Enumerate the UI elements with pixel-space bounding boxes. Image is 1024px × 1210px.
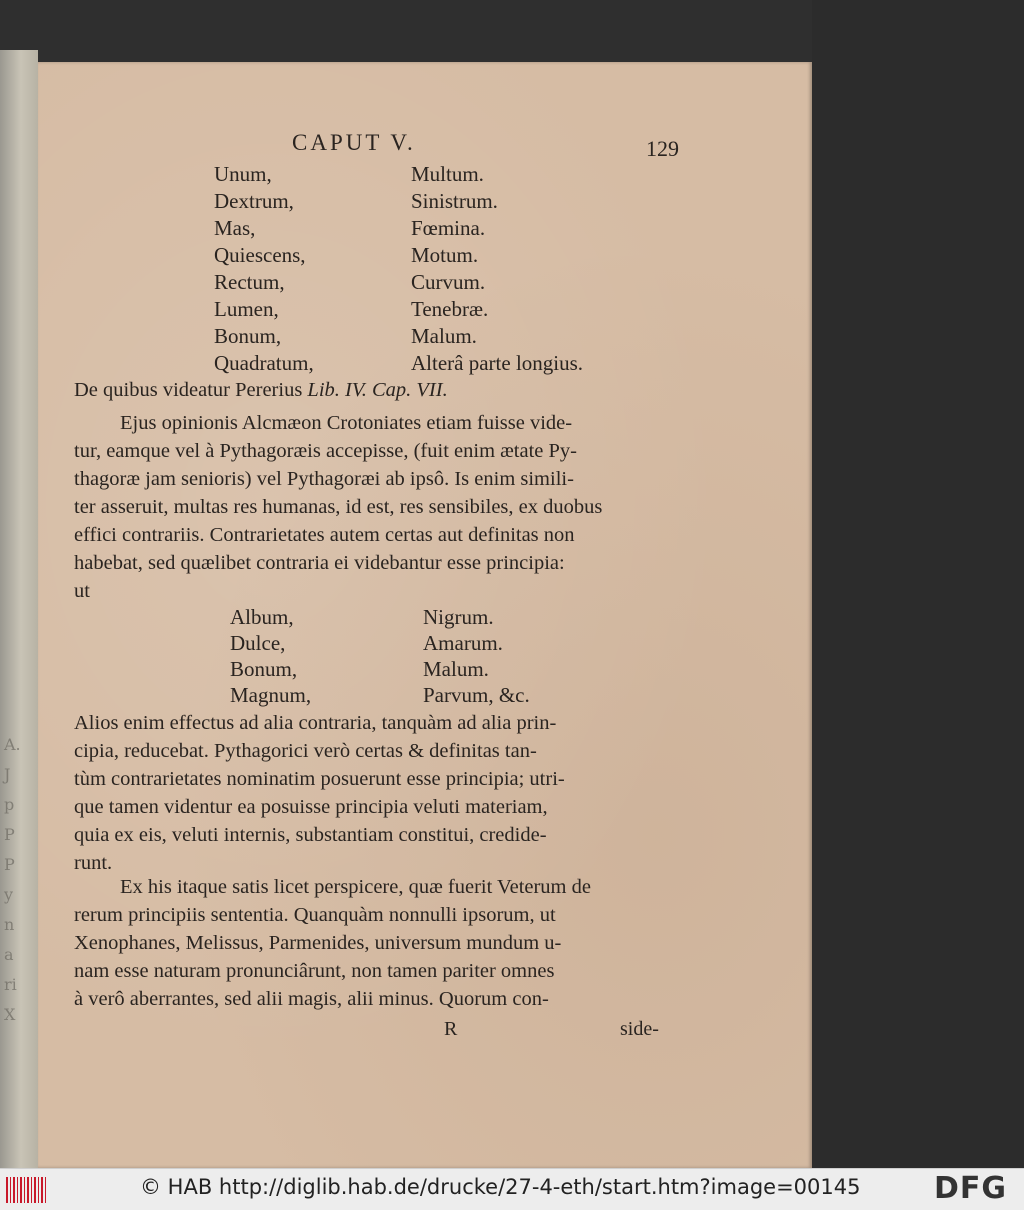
- list1-right: Alterâ parte longius.: [411, 351, 584, 375]
- book-page: [38, 62, 812, 1168]
- para3-line: rerum principiis sententia. Quanquàm nonnulli ipsorum, ut: [74, 904, 556, 926]
- para1-line: ut: [74, 580, 90, 602]
- list1-left: Dextrum,: [214, 189, 294, 213]
- list1-left: Unum,: [214, 162, 272, 186]
- reference-line: [74, 379, 448, 402]
- para3-line: à verô aberrantes, sed alii magis, alii minus. Quorum con-: [74, 988, 549, 1010]
- para2-line: runt.: [74, 852, 113, 874]
- para2-line: Alios enim effectus ad alia contraria, tanquàm ad alia prin-: [74, 712, 557, 734]
- para1-line: tur, eamque vel à Pythagoræis accepisse, (fuit enim ætate Py-: [74, 440, 578, 462]
- para3-line: Xenophanes, Melissus, Parmenides, universum mundum u-: [74, 932, 562, 954]
- list2-right: Malum.: [423, 657, 489, 681]
- signature-mark: R: [444, 1018, 458, 1040]
- catchword: side-: [620, 1018, 659, 1040]
- list2-left: Dulce,: [230, 631, 286, 655]
- list2-right: Parvum, &c.: [423, 683, 530, 707]
- list1-right: Motum.: [411, 243, 479, 267]
- list1-left: Bonum,: [214, 324, 282, 348]
- list1-right: Malum.: [411, 324, 477, 348]
- scan-background: [812, 0, 1024, 1168]
- list2-right: Amarum.: [423, 631, 503, 655]
- para2-line: tùm contrarietates nominatim posuerunt esse principia; utri-: [74, 768, 565, 790]
- list1-left: Mas,: [214, 216, 256, 240]
- para2-line: cipia, reducebat. Pythagorici verò certas & definitas tan-: [74, 740, 537, 762]
- previous-page-edge: [0, 50, 38, 1168]
- list1-left: Quadratum,: [214, 351, 314, 375]
- list1-right: Tenebræ.: [411, 297, 489, 321]
- list1-right: Multum.: [411, 162, 484, 186]
- list1-left: Rectum,: [214, 270, 285, 294]
- dfg-logo: DFG: [934, 1171, 1008, 1206]
- list2-left: Magnum,: [230, 683, 312, 707]
- hab-barcode-icon: [6, 1177, 46, 1203]
- list2-right: Nigrum.: [423, 605, 494, 629]
- list2-left: Bonum,: [230, 657, 298, 681]
- para1-line: Ejus opinionis Alcmæon Crotoniates etiam fuisse vide-: [120, 412, 573, 434]
- para1-line: habebat, sed quælibet contraria ei videbantur esse principia:: [74, 552, 565, 574]
- reference-citation: Lib. IV. Cap. VII.: [307, 379, 448, 401]
- reference-text: De quibus videatur Pererius: [74, 379, 303, 401]
- para3-line: Ex his itaque satis licet perspicere, quæ fuerit Veterum de: [120, 876, 591, 898]
- para1-line: ter asseruit, multas res humanas, id est, res sensibiles, ex duobus: [74, 496, 603, 518]
- list1-right: Fœmina.: [411, 216, 486, 240]
- para1-line: thagoræ jam senioris) vel Pythagoræi ab ipsô. Is enim simili-: [74, 468, 574, 490]
- list2-left: Album,: [230, 605, 294, 629]
- credit-link[interactable]: © HAB http://diglib.hab.de/drucke/27-4-eth/start.htm?image=00145: [140, 1175, 861, 1199]
- para2-line: que tamen videntur ea posuisse principia veluti materiam,: [74, 796, 548, 818]
- running-head: CAPUT V.: [292, 130, 416, 155]
- para3-line: nam esse naturam pronunciârunt, non tamen pariter omnes: [74, 960, 555, 982]
- para2-line: quia ex eis, veluti internis, substantiam constitui, credide-: [74, 824, 547, 846]
- footer-bar: [0, 1168, 1024, 1210]
- para1-line: effici contrariis. Contrarietates autem certas aut definitas non: [74, 524, 575, 546]
- list1-right: Sinistrum.: [411, 189, 498, 213]
- page-number: 129: [646, 136, 679, 161]
- list1-left: Lumen,: [214, 297, 279, 321]
- list1-right: Curvum.: [411, 270, 486, 294]
- previous-page-margin-marks: A. J p P P y n a ri X: [4, 735, 21, 1024]
- list1-left: Quiescens,: [214, 243, 306, 267]
